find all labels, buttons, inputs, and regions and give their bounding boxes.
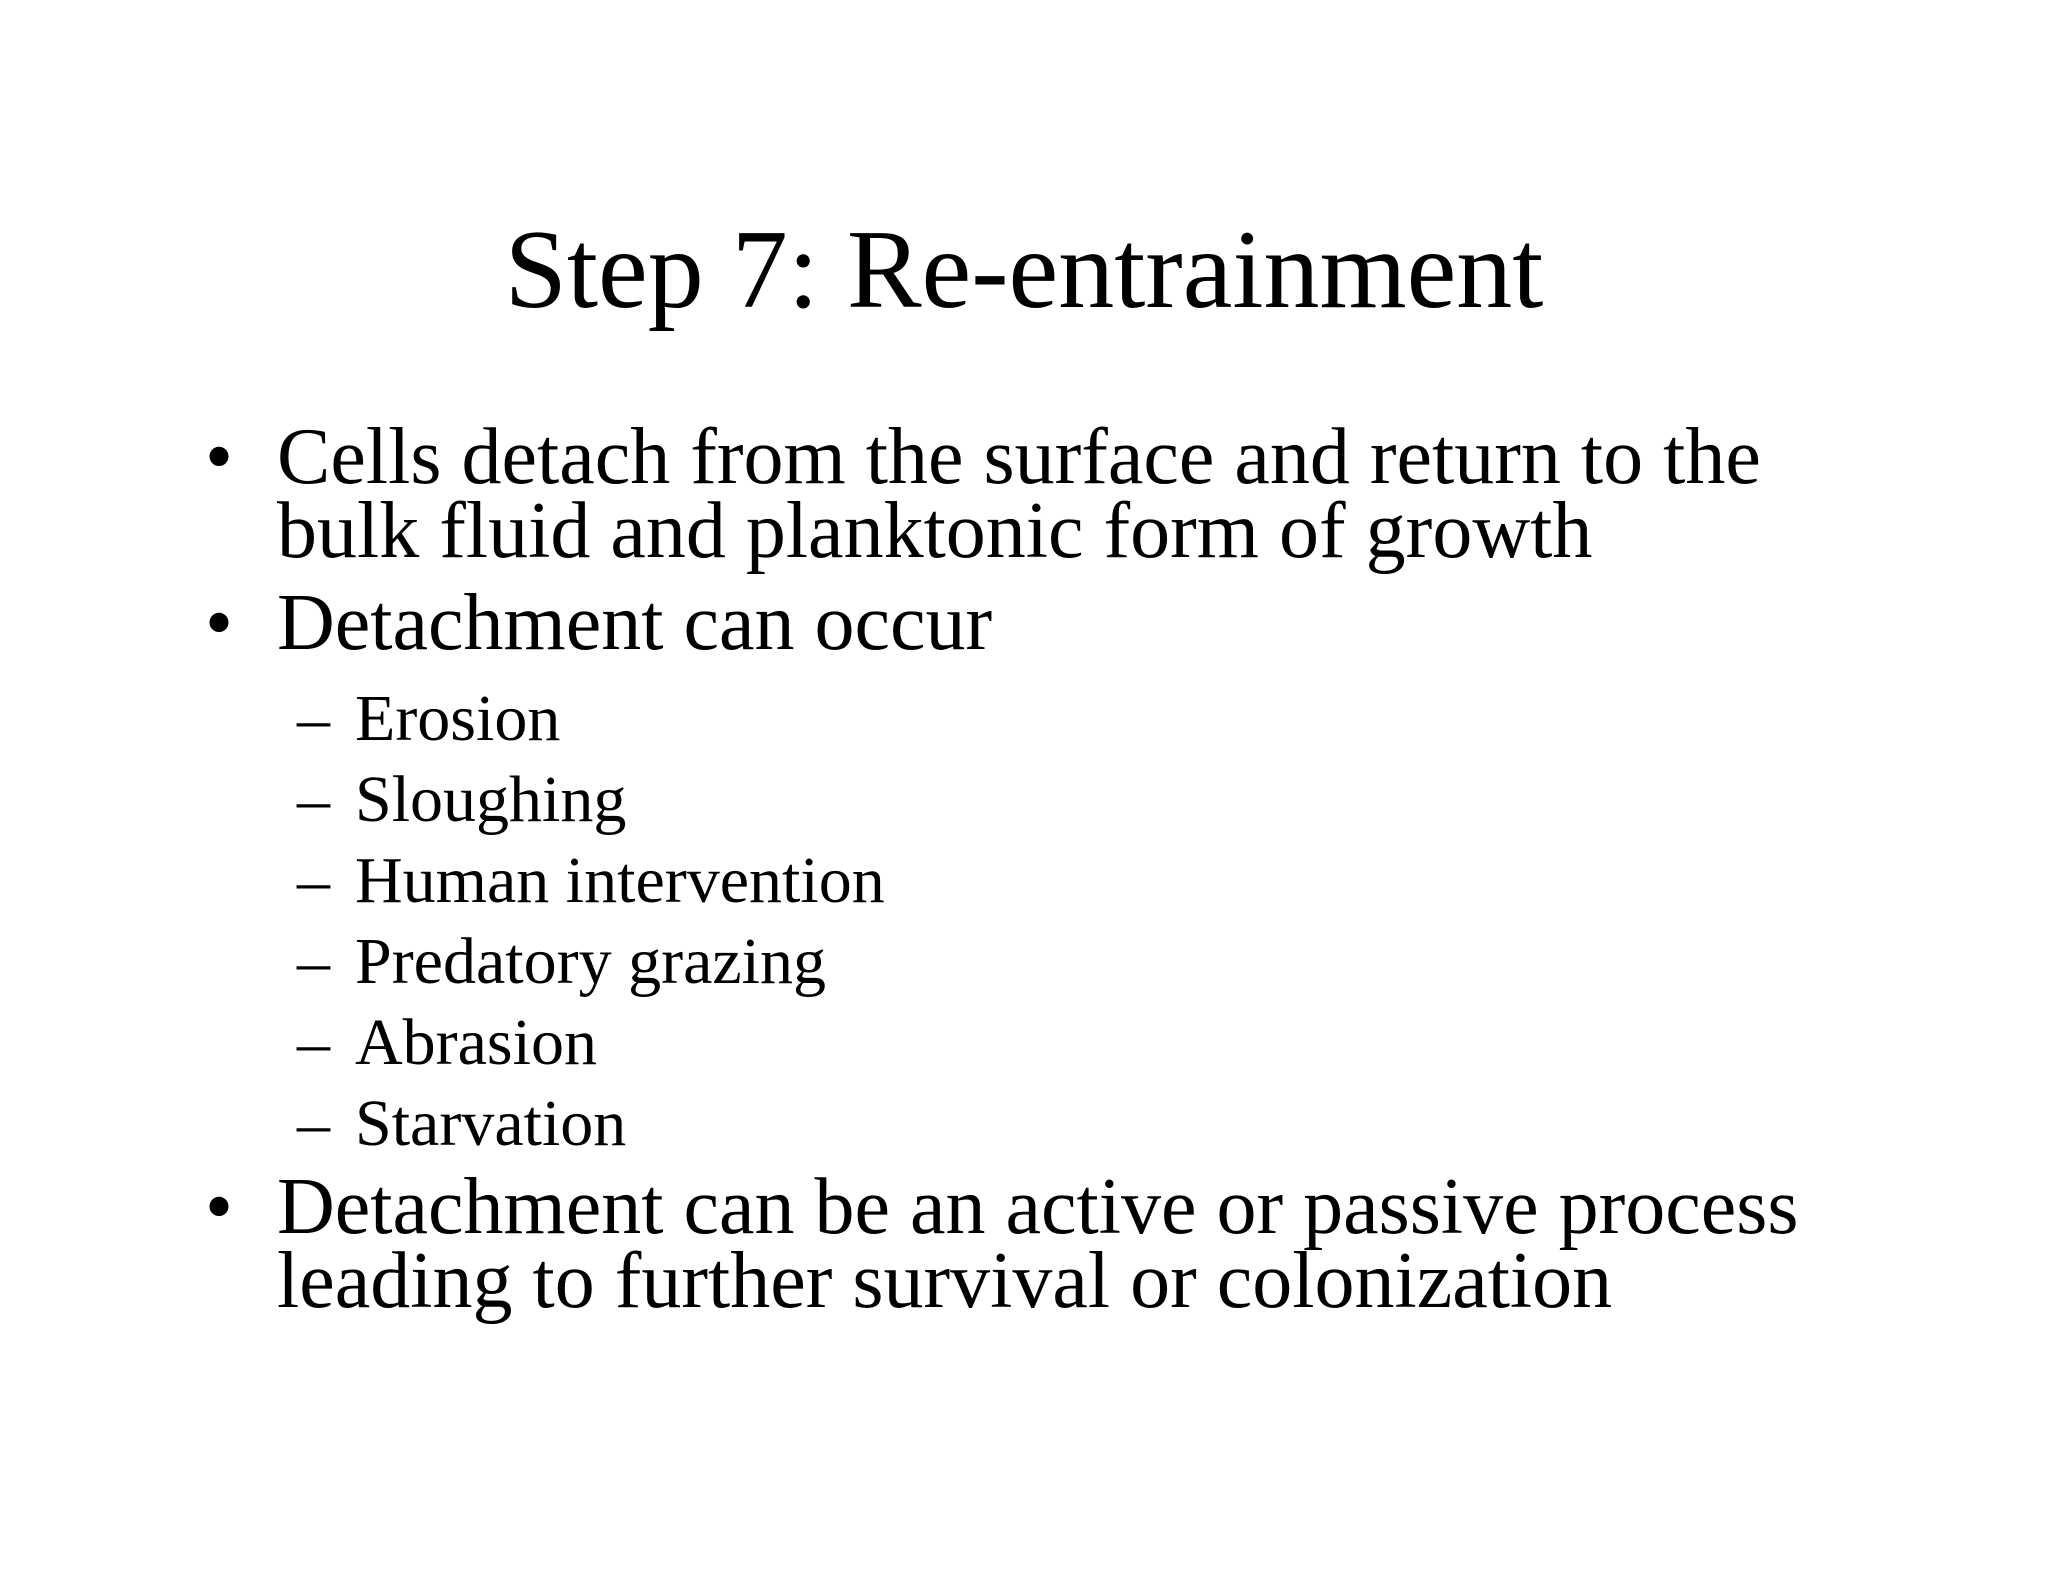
bullet-list	[205, 413, 1905, 1336]
dash-marker: –	[297, 682, 330, 755]
dash-marker: –	[297, 844, 330, 917]
dash-marker: –	[297, 1006, 330, 1079]
sub-bullet-list	[205, 678, 1905, 1164]
slide-title: Step 7: Re-entrainment	[504, 208, 1544, 332]
bullet-item	[205, 579, 1905, 667]
bullet-text: Detachment can be an active or passive process leading to further survival or colonization	[277, 1163, 1799, 1325]
bullet-marker: •	[205, 1163, 234, 1251]
bullet-marker: •	[205, 579, 234, 667]
bullet-item	[205, 1163, 1905, 1325]
sub-bullet-item	[205, 1083, 1905, 1164]
bullet-marker: •	[205, 413, 234, 501]
sub-bullet-text: Human intervention	[355, 844, 885, 917]
dash-marker: –	[297, 1087, 330, 1160]
sub-bullet-text: Starvation	[355, 1087, 627, 1160]
bullet-text: Detachment can occur	[277, 579, 993, 667]
sub-bullet-text: Erosion	[355, 682, 561, 755]
sub-bullet-text: Abrasion	[355, 1006, 597, 1079]
sub-bullet-item	[205, 1002, 1905, 1083]
sub-bullet-item	[205, 840, 1905, 921]
sub-bullet-text: Sloughing	[355, 763, 627, 836]
dash-marker: –	[297, 763, 330, 836]
sub-bullet-text: Predatory grazing	[355, 925, 826, 998]
dash-marker: –	[297, 925, 330, 998]
bullet-text: Cells detach from the surface and return to the bulk fluid and planktonic form of growth	[277, 413, 1761, 575]
bullet-item	[205, 413, 1905, 575]
sub-bullet-item	[205, 678, 1905, 759]
sub-bullet-item	[205, 759, 1905, 840]
sub-bullet-item	[205, 921, 1905, 1002]
